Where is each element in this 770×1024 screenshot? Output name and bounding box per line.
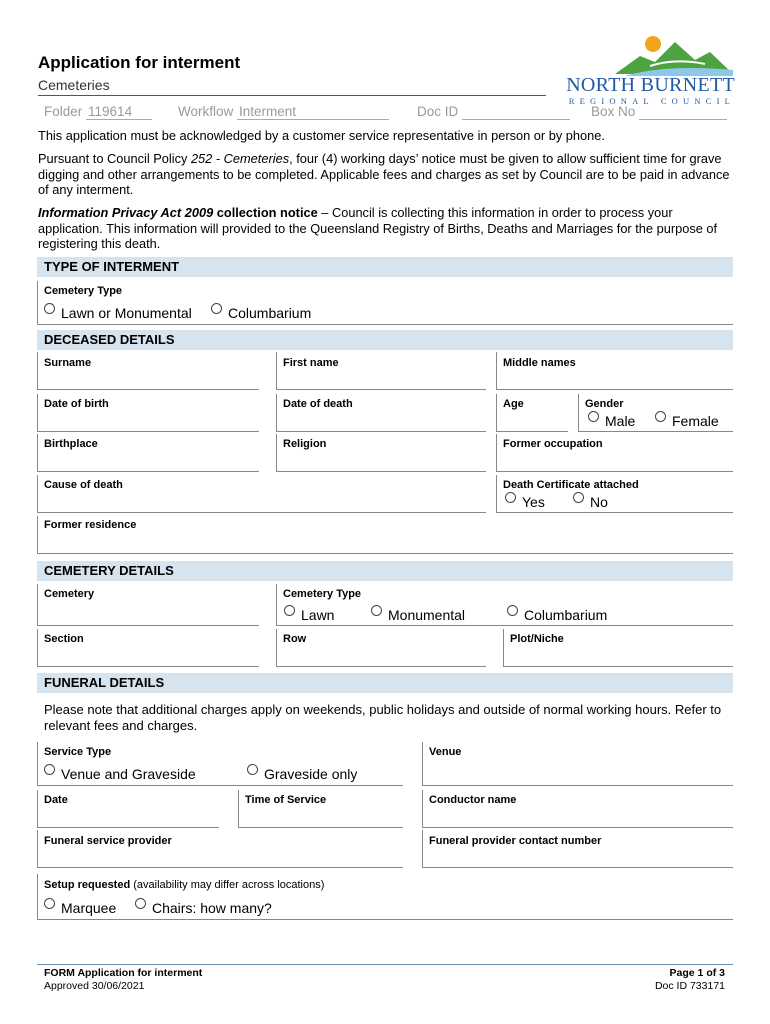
council-logo <box>555 30 735 110</box>
radio-icon[interactable] <box>507 605 518 616</box>
venue-label: Venue <box>429 746 462 758</box>
logo-mountains-icon <box>555 30 735 80</box>
radio-icon[interactable] <box>44 764 55 775</box>
option-no[interactable]: No <box>573 494 608 510</box>
section-funeral: FUNERAL DETAILS <box>37 673 733 693</box>
radio-icon[interactable] <box>371 605 382 616</box>
section-deceased: DECEASED DETAILS <box>37 330 733 350</box>
radio-icon[interactable] <box>505 492 516 503</box>
docid-label: Doc ID <box>417 104 459 119</box>
section-label: Section <box>44 633 84 645</box>
footer-divider <box>37 964 733 965</box>
footer-approved: Approved 30/06/2021 <box>44 980 145 992</box>
gender-label: Gender <box>585 398 624 410</box>
option-female[interactable]: Female <box>655 413 719 429</box>
setup-label: Setup requested (availability may differ across locations) <box>44 879 325 891</box>
former-residence-field[interactable] <box>37 516 733 554</box>
page-subtitle: Cemeteries <box>38 77 110 93</box>
footer-form-name: FORM Application for interment <box>44 967 203 979</box>
footer-doc-id: Doc ID 733171 <box>654 980 725 992</box>
option-monumental[interactable]: Monumental <box>371 607 465 623</box>
conductor-label: Conductor name <box>429 794 517 806</box>
cause-of-death-label: Cause of death <box>44 479 123 491</box>
birthplace-label: Birthplace <box>44 438 98 450</box>
radio-icon[interactable] <box>655 411 666 422</box>
folder-label: Folder <box>44 104 83 119</box>
plot-label: Plot/Niche <box>510 633 564 645</box>
dod-label: Date of death <box>283 398 353 410</box>
logo-name: NORTH BURNETT <box>566 74 735 96</box>
radio-icon[interactable] <box>44 303 55 314</box>
provider-contact-label: Funeral provider contact number <box>429 835 602 847</box>
folder-value: 119614 <box>86 104 152 120</box>
privacy-notice: Information Privacy Act 2009 collection notice – Council is collecting this information in order to process your application. This information will provided to the Queensland Registry of Births, Deaths and Marriages for the purpose of registering this death. <box>38 205 718 251</box>
option-columbarium-detail[interactable]: Columbarium <box>507 607 607 623</box>
radio-icon[interactable] <box>573 492 584 503</box>
radio-icon[interactable] <box>135 898 146 909</box>
cemetery-type-label: Cemetery Type <box>44 285 123 297</box>
docid-value <box>462 104 570 120</box>
date-label: Date <box>44 794 68 806</box>
workflow-value: Interment <box>237 104 389 120</box>
page-title: Application for interment <box>38 53 241 72</box>
option-lawn-monumental[interactable]: Lawn or Monumental <box>44 305 192 321</box>
intro-ack: This application must be acknowledged by a customer service representative in person or by phone. <box>38 128 605 143</box>
folder-field <box>44 104 152 120</box>
radio-icon[interactable] <box>247 764 258 775</box>
option-graveside-only[interactable]: Graveside only <box>247 766 357 782</box>
former-residence-label: Former residence <box>44 519 137 531</box>
option-yes[interactable]: Yes <box>505 494 545 510</box>
death-cert-label: Death Certificate attached <box>503 479 639 491</box>
cemetery-type-detail-label: Cemetery Type <box>283 588 362 600</box>
workflow-field <box>178 104 389 120</box>
option-marquee[interactable]: Marquee <box>44 900 116 916</box>
dob-label: Date of birth <box>44 398 109 410</box>
radio-icon[interactable] <box>588 411 599 422</box>
cemetery-label: Cemetery <box>44 588 95 600</box>
option-columbarium[interactable]: Columbarium <box>211 305 311 321</box>
option-chairs[interactable]: Chairs: how many? <box>135 900 272 916</box>
row-field[interactable] <box>276 629 486 667</box>
middle-names-label: Middle names <box>503 357 576 369</box>
provider-label: Funeral service provider <box>44 835 172 847</box>
radio-icon[interactable] <box>284 605 295 616</box>
workflow-label: Workflow <box>178 104 234 119</box>
logo-council: REGIONAL COUNCIL <box>568 96 735 106</box>
option-lawn[interactable]: Lawn <box>284 607 334 623</box>
intro-policy: Pursuant to Council Policy 252 - Cemeteries, four (4) working days’ notice must be given to allow sufficient time for grave digging and other arrangements to be completed. Applicable fees and charges as set by Council are to be paid in advance of any interment. <box>38 151 730 197</box>
age-label: Age <box>503 398 524 410</box>
time-label: Time of Service <box>245 794 327 806</box>
radio-icon[interactable] <box>211 303 222 314</box>
surname-label: Surname <box>44 357 92 369</box>
footer-page: Page 1 of 3 <box>669 967 725 979</box>
subtitle-divider <box>38 95 546 96</box>
section-type-of-interment: TYPE OF INTERMENT <box>37 257 733 277</box>
section-cemetery: CEMETERY DETAILS <box>37 561 733 581</box>
service-type-label: Service Type <box>44 746 112 758</box>
option-male[interactable]: Male <box>588 413 635 429</box>
former-occupation-label: Former occupation <box>503 438 603 450</box>
first-name-label: First name <box>283 357 339 369</box>
religion-label: Religion <box>283 438 327 450</box>
docid-field <box>417 104 570 120</box>
funeral-note: Please note that additional charges apply on weekends, public holidays and outside of normal working hours. Refer to relevant fees and charges. <box>44 702 722 733</box>
radio-icon[interactable] <box>44 898 55 909</box>
option-venue-graveside[interactable]: Venue and Graveside <box>44 766 196 782</box>
row-label: Row <box>283 633 307 645</box>
boxno-label: Box No <box>591 104 636 119</box>
venue-field[interactable] <box>422 742 733 786</box>
